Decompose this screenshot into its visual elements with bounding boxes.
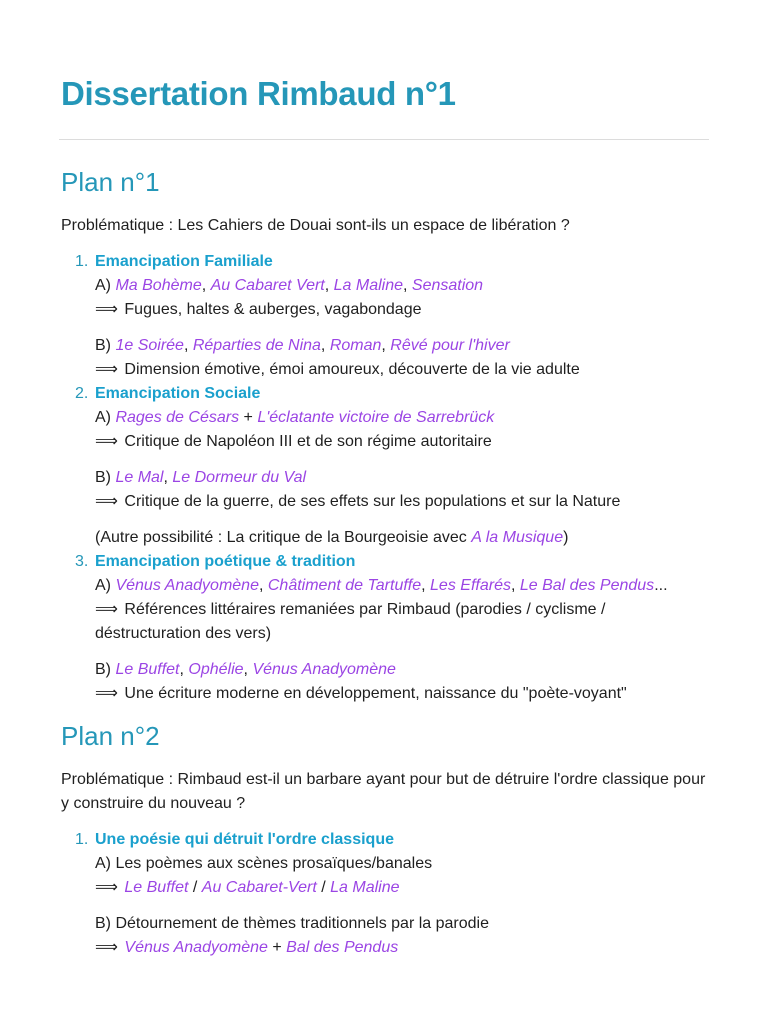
work-title: La Maline xyxy=(333,277,404,294)
item-number: 2. xyxy=(75,385,89,402)
plan1-item-2 xyxy=(61,382,707,550)
part-b-works: B) Le Buffet, Ophélie, Vénus Anadyomène xyxy=(95,661,396,678)
part-b-works: B) Le Mal, Le Dormeur du Val xyxy=(95,469,307,486)
work-title: La Maline xyxy=(330,879,400,896)
alternative-note: (Autre possibilité : La critique de la Bourgeoisie avec A la Musique) xyxy=(95,529,569,546)
work-title: Rages de Césars xyxy=(115,409,240,426)
item-title: Emancipation Familiale xyxy=(95,253,273,270)
implies-arrow-icon: ⟹ xyxy=(95,879,118,896)
part-a-result: ⟹ Fugues, haltes & auberges, vagabondage xyxy=(95,301,422,318)
work-title: Le Dormeur du Val xyxy=(172,469,307,486)
work-title: Au Cabaret-Vert xyxy=(201,879,317,896)
work-title: L'éclatante victoire de Sarrebrück xyxy=(257,409,495,426)
part-a-result: ⟹ Références littéraires remaniées par Rimbaud (parodies / cyclisme / déstructuration des vers) xyxy=(95,601,606,642)
implies-arrow-icon: ⟹ xyxy=(95,601,118,618)
item-title: Une poésie qui détruit l'ordre classique xyxy=(95,831,394,848)
part-a-works: A) Ma Bohème, Au Cabaret Vert, La Maline, Sensation xyxy=(95,277,484,294)
plan1-item-1 xyxy=(61,250,707,382)
page-title: Dissertation Rimbaud n°1 xyxy=(61,75,456,112)
implies-arrow-icon: ⟹ xyxy=(95,493,118,510)
work-title: Ophélie xyxy=(188,661,244,678)
part-b-result: ⟹ Critique de la guerre, de ses effets sur les populations et sur la Nature xyxy=(95,493,621,510)
work-title: Vénus Anadyomène xyxy=(115,577,259,594)
implies-arrow-icon: ⟹ xyxy=(95,433,118,450)
plan2-list xyxy=(61,828,707,960)
work-title: Sensation xyxy=(411,277,484,294)
part-a-text: A) Les poèmes aux scènes prosaïques/banales xyxy=(95,855,433,872)
work-title: Châtiment de Tartuffe xyxy=(267,577,422,594)
item-title: Emancipation Sociale xyxy=(95,385,261,402)
item-number: 1. xyxy=(75,831,89,848)
part-b-result: ⟹ Dimension émotive, émoi amoureux, découverte de la vie adulte xyxy=(95,361,580,378)
work-title: Réparties de Nina xyxy=(192,337,321,354)
work-title: Le Bal des Pendus xyxy=(519,577,655,594)
work-title: Vénus Anadyomène xyxy=(124,939,268,956)
implies-arrow-icon: ⟹ xyxy=(95,939,118,956)
work-title: Les Effarés xyxy=(430,577,511,594)
implies-arrow-icon: ⟹ xyxy=(95,685,118,702)
part-a-result: ⟹ Critique de Napoléon III et de son régime autoritaire xyxy=(95,433,492,450)
work-title: Le Buffet xyxy=(124,879,189,896)
plan2-problematique: Problématique : Rimbaud est-il un barbare ayant pour but de détruire l'ordre classique pour y construire du nouveau ? xyxy=(61,771,706,812)
work-title: Bal des Pendus xyxy=(286,939,399,956)
part-b-works: ⟹ Vénus Anadyomène + Bal des Pendus xyxy=(95,939,399,956)
plan1-item-3 xyxy=(61,550,707,706)
work-title: Le Buffet xyxy=(115,661,180,678)
implies-arrow-icon: ⟹ xyxy=(95,361,118,378)
part-a-works: A) Vénus Anadyomène, Châtiment de Tartuffe, Les Effarés, Le Bal des Pendus... xyxy=(95,577,668,594)
work-title: 1e Soirée xyxy=(115,337,184,354)
plan1-list xyxy=(61,250,707,706)
work-title: Roman xyxy=(329,337,382,354)
part-a-works: A) Rages de Césars + L'éclatante victoire de Sarrebrück xyxy=(95,409,495,426)
divider xyxy=(59,139,709,140)
work-title: Vénus Anadyomène xyxy=(252,661,396,678)
work-title: Le Mal xyxy=(115,469,164,486)
part-b-text: B) Détournement de thèmes traditionnels par la parodie xyxy=(95,915,489,932)
work-title: Ma Bohème xyxy=(115,277,202,294)
work-title: Rêvé pour l'hiver xyxy=(390,337,510,354)
work-title: Au Cabaret Vert xyxy=(210,277,325,294)
implies-arrow-icon: ⟹ xyxy=(95,301,118,318)
plan1-heading: Plan n°1 xyxy=(61,167,160,197)
plan2-item-1 xyxy=(61,828,707,960)
item-number: 1. xyxy=(75,253,89,270)
part-b-works: B) 1e Soirée, Réparties de Nina, Roman, Rêvé pour l'hiver xyxy=(95,337,510,354)
work-title: A la Musique xyxy=(471,529,564,546)
part-b-result: ⟹ Une écriture moderne en développement, naissance du "poète-voyant" xyxy=(95,685,627,702)
part-a-works: ⟹ Le Buffet / Au Cabaret-Vert / La Maline xyxy=(95,879,400,896)
plan2-heading: Plan n°2 xyxy=(61,721,160,751)
item-title: Emancipation poétique & tradition xyxy=(95,553,356,570)
item-number: 3. xyxy=(75,553,89,570)
plan1-problematique: Problématique : Les Cahiers de Douai sont-ils un espace de libération ? xyxy=(61,217,570,234)
